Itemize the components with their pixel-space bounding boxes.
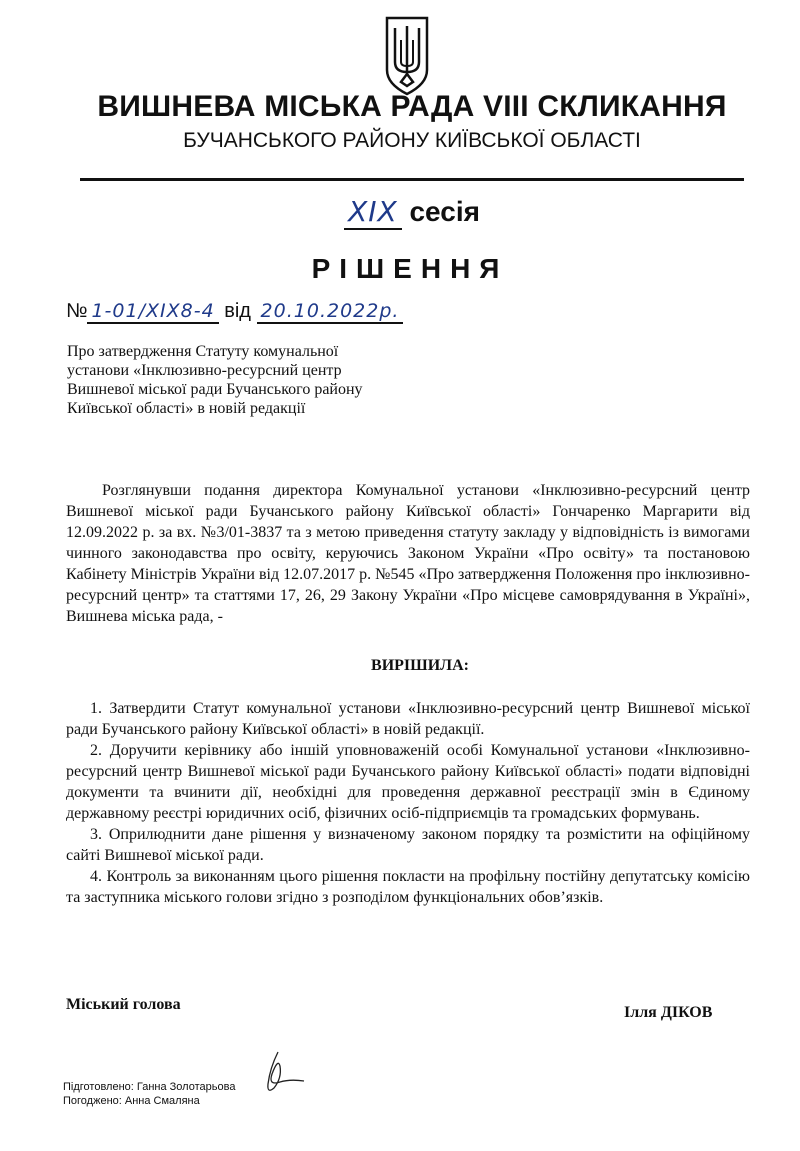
decision-item: 3. Оприлюднити дане рішення у визначеному законом порядку та розмістити на офіційному сайті Вишневої міської ради. [66,826,750,864]
council-subtitle: БУЧАНСЬКОГО РАЙОНУ КИЇВСЬКОЇ ОБЛАСТІ [183,129,641,152]
session-number: XIX [344,195,402,230]
session-label: сесія [409,196,480,227]
resolved-heading: ВИРІШИЛА: [371,657,469,674]
decision-item: 4. Контроль за виконанням цього рішення покласти на профільну постійну депутатську комісію та заступника міського голови згідно з розподілом функціональних обов’язків. [66,868,750,906]
footer-block [63,1080,235,1108]
number-prefix: № [66,300,88,322]
header-divider [80,178,744,181]
decision-item: 2. Доручити керівнику або іншій уповноваженій особі Комунальної установи «Інклюзивно-ресурсний центр Вишневої міської ради Бучанського району Київської області» подати відповідні документи та вчинити дії, необхідні для проведення державної реєстрації змін в Єдиному державному реєстрі юридичних осіб, фізичних осіб-підприємців та громадських формувань. [66,742,750,822]
session-line [12,194,800,230]
decision-subject: Про затвердження Статуту комунальної установи «Інклюзивно-ресурсний центр Вишневої міської ради Бучанського району Київської області» в новій редакції [67,343,363,417]
decision-number: 1-01/XIX8-4 [87,300,218,324]
approved-by: Погоджено: Анна Смаляна [63,1095,200,1107]
prepared-by: Підготовлено: Ганна Золотарьова [63,1081,236,1093]
decisions-list [66,698,750,908]
mayor-title: Міський голова [66,996,181,1013]
council-title: ВИШНЕВА МІСЬКА РАДА VIII СКЛИКАННЯ [97,90,727,123]
decision-date: 20.10.2022р. [257,300,404,324]
decision-item: 1. Затвердити Статут комунальної установи «Інклюзивно-ресурсний центр Вишневої міської ради Бучанського району Київської області» в новій редакції. [66,700,750,738]
document-type: РІШЕННЯ [311,253,509,284]
preamble-paragraph: Розглянувши подання директора Комунальної установи «Інклюзивно-ресурсний центр Вишневої міської ради Бучанського району Київської області» Гончаренко Маргарити від 12.09.2022 р. за вх. №3/01-3837 та з метою приведення статуту закладу у відповідність із вимогами чинного законодавства про освіту, керуючись Законом України «Про освіту» та постановою Кабінету Міністрів України від 12.07.2017 р. №545 «Про затвердження Положення про інклюзивно-ресурсний центр» та статтями 17, 26, 29 Закону України «Про місцеве самоврядування в Україні», Вишнева міська рада, - [66,482,750,625]
coat-of-arms-trident-icon [383,14,431,98]
date-prefix: від [224,300,251,322]
handwritten-signature-icon [250,1048,310,1098]
registration-line [66,298,403,324]
mayor-name: Ілля ДІКОВ [624,1004,713,1021]
